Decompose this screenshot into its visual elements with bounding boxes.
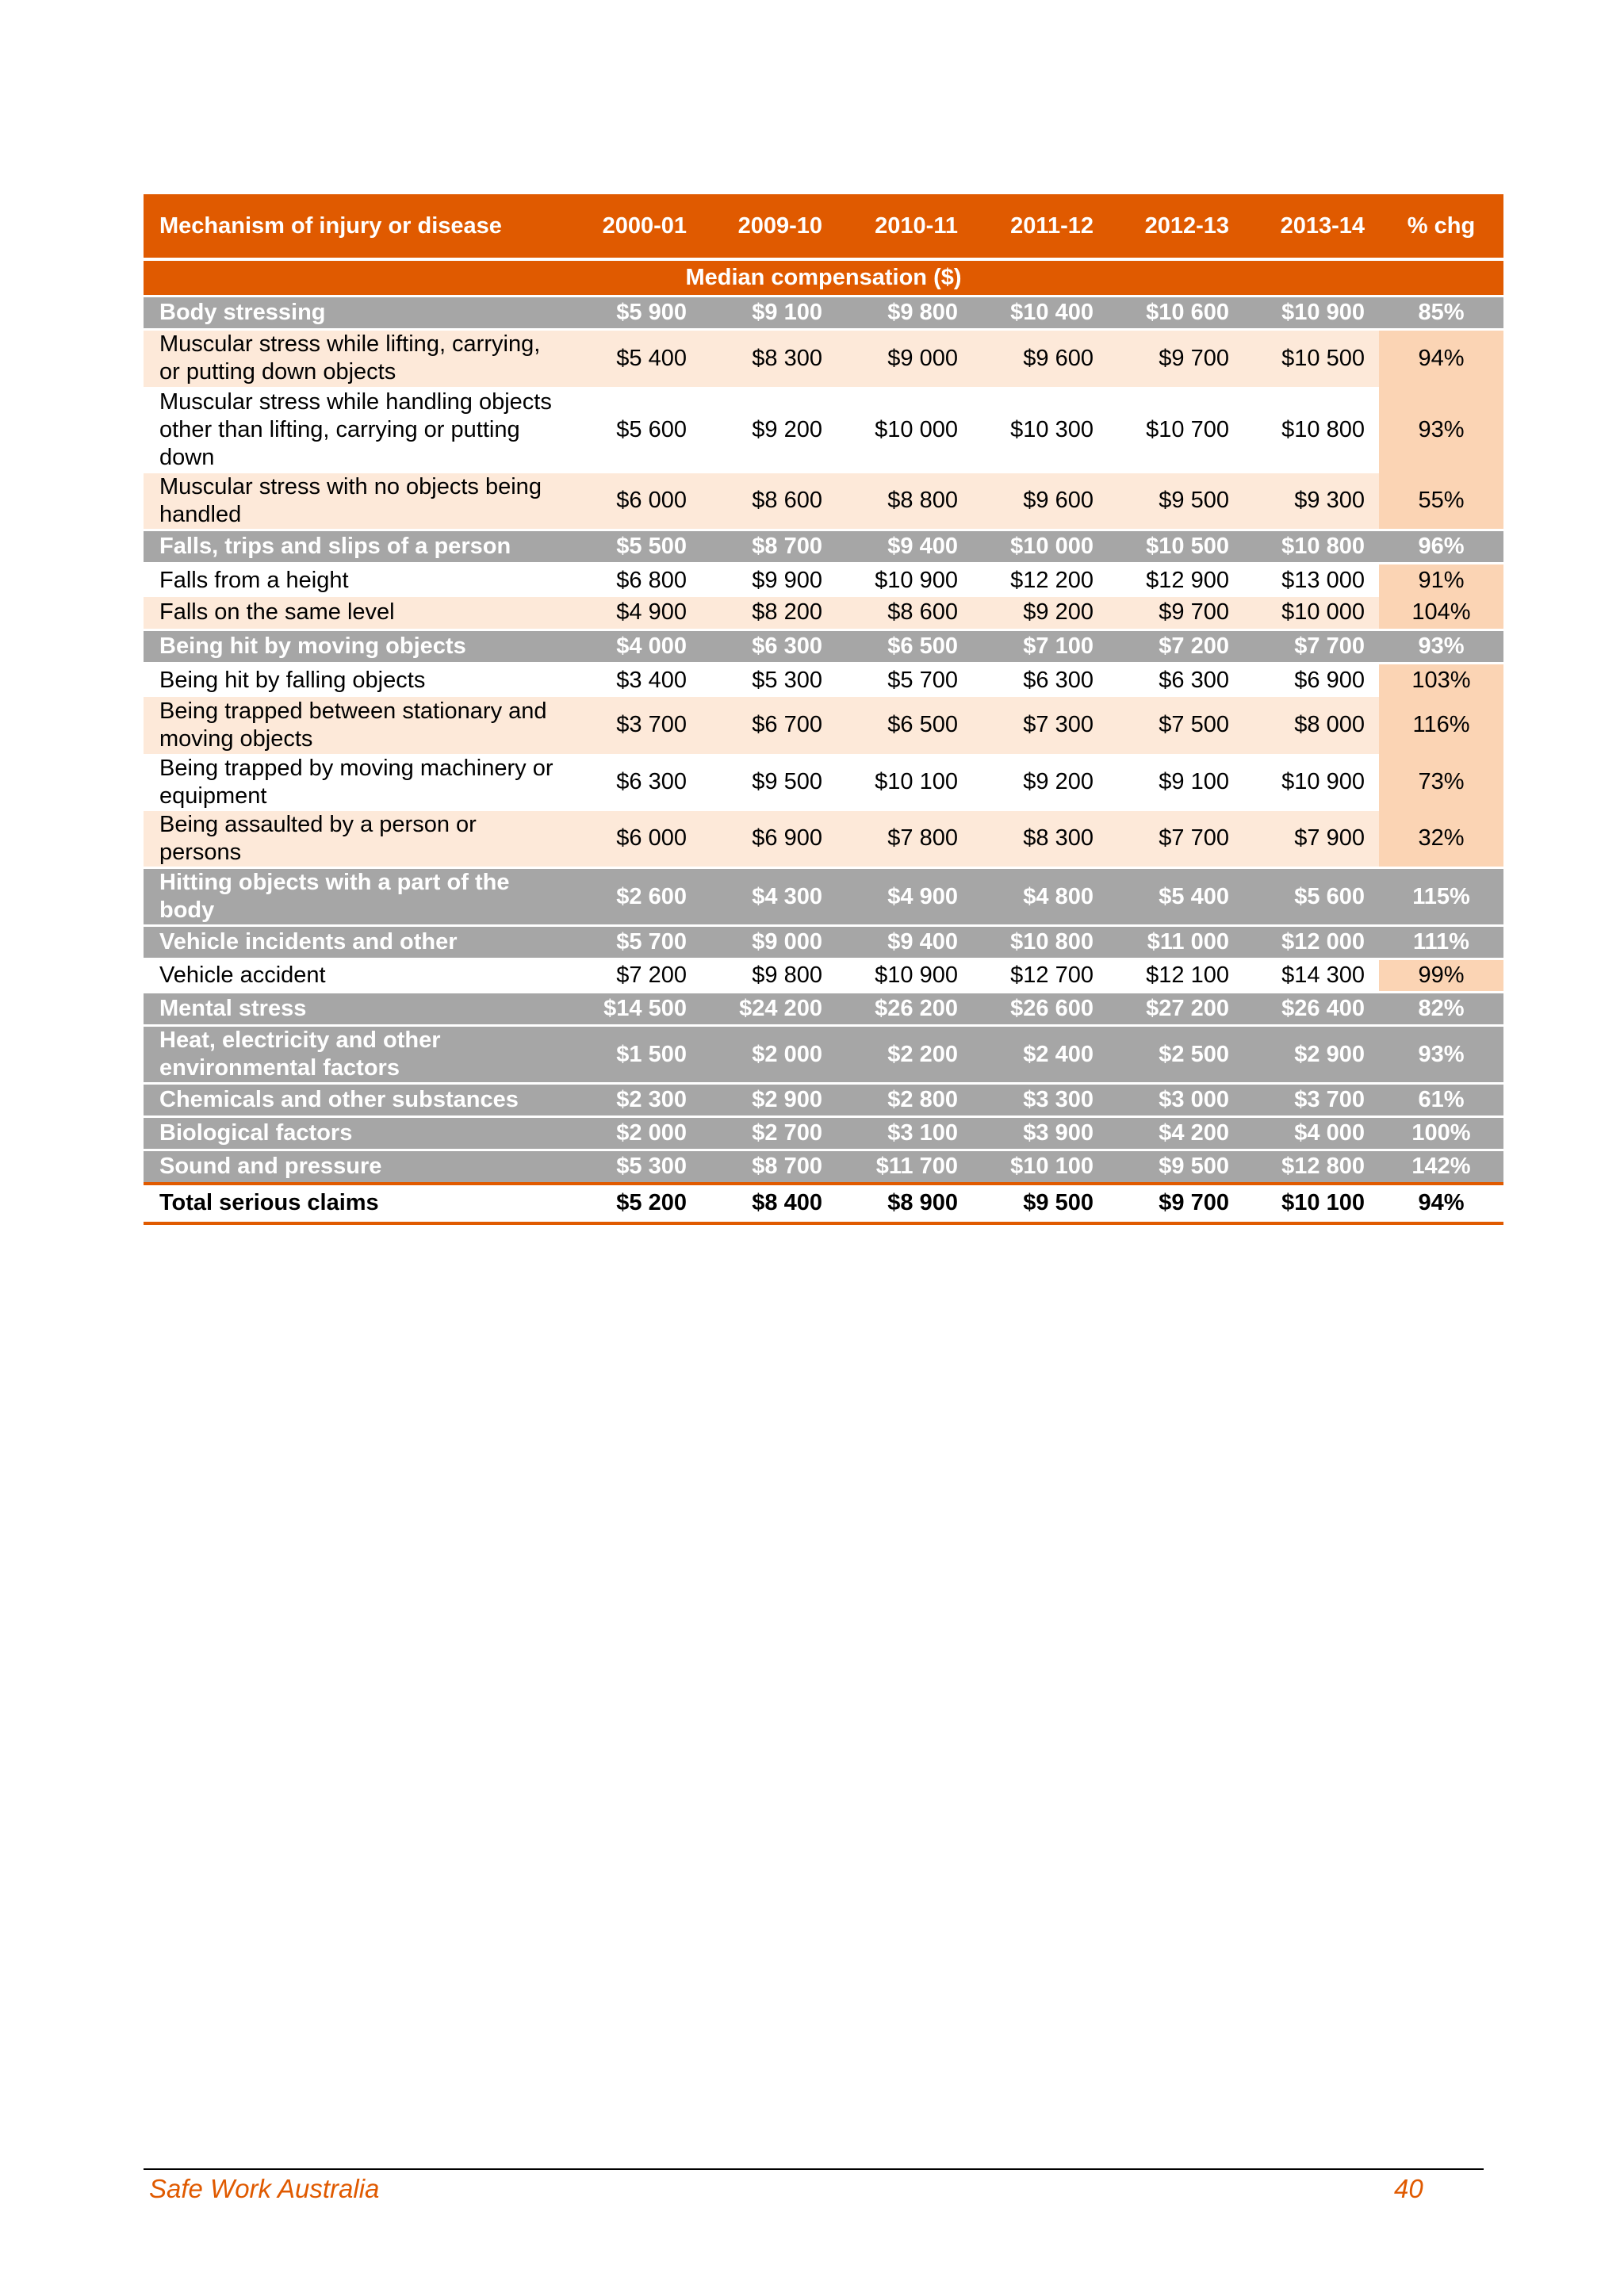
table-row	[144, 330, 1503, 387]
cell-value: $10 000	[972, 530, 1108, 564]
cell-value: $4 200	[1108, 1117, 1243, 1150]
cell-value: $7 200	[565, 959, 701, 993]
cell-value: $10 800	[972, 926, 1108, 959]
cell-value: $2 500	[1108, 1026, 1243, 1084]
cell-value: $4 000	[565, 630, 701, 664]
row-label: Hitting objects with a part of the body	[144, 868, 565, 926]
cell-value: $8 700	[701, 1150, 837, 1184]
category-row	[144, 1150, 1503, 1184]
cell-value: $11 000	[1108, 926, 1243, 959]
cell-value: $9 900	[701, 564, 837, 597]
cell-pct-change: 94%	[1379, 1184, 1503, 1223]
cell-value: $7 800	[837, 811, 972, 868]
cell-value: $9 500	[1108, 1150, 1243, 1184]
cell-value: $2 700	[701, 1117, 837, 1150]
row-label: Vehicle accident	[144, 959, 565, 993]
category-row	[144, 1026, 1503, 1084]
row-label: Being trapped between stationary and moving objects	[144, 697, 565, 754]
cell-value: $12 200	[972, 564, 1108, 597]
row-label: Biological factors	[144, 1117, 565, 1150]
table-row	[144, 387, 1503, 473]
cell-pct-change: 96%	[1379, 530, 1503, 564]
row-label: Falls from a height	[144, 564, 565, 597]
cell-pct-change: 142%	[1379, 1150, 1503, 1184]
column-header-2011-12: 2011-12	[972, 194, 1108, 259]
cell-value: $7 200	[1108, 630, 1243, 664]
cell-value: $5 900	[565, 297, 701, 330]
cell-value: $10 900	[1243, 754, 1379, 811]
category-row	[144, 993, 1503, 1026]
category-row	[144, 1084, 1503, 1117]
cell-value: $10 000	[1243, 597, 1379, 630]
cell-value: $12 800	[1243, 1150, 1379, 1184]
table-row	[144, 564, 1503, 597]
cell-pct-change: 93%	[1379, 1026, 1503, 1084]
cell-pct-change: 55%	[1379, 473, 1503, 530]
cell-value: $3 300	[972, 1084, 1108, 1117]
row-label: Being assaulted by a person or persons	[144, 811, 565, 868]
cell-value: $8 200	[701, 597, 837, 630]
cell-pct-change: 85%	[1379, 297, 1503, 330]
cell-value: $8 900	[837, 1184, 972, 1223]
cell-value: $6 900	[1243, 664, 1379, 697]
row-label: Muscular stress while lifting, carrying, or putting down objects	[144, 330, 565, 387]
cell-value: $7 500	[1108, 697, 1243, 754]
cell-value: $9 000	[701, 926, 837, 959]
row-label: Falls on the same level	[144, 597, 565, 630]
cell-value: $6 300	[1108, 664, 1243, 697]
cell-value: $2 900	[1243, 1026, 1379, 1084]
table-row	[144, 959, 1503, 993]
cell-value: $4 900	[565, 597, 701, 630]
cell-value: $2 400	[972, 1026, 1108, 1084]
cell-value: $2 000	[565, 1117, 701, 1150]
cell-value: $3 100	[837, 1117, 972, 1150]
cell-value: $8 800	[837, 473, 972, 530]
cell-value: $5 300	[565, 1150, 701, 1184]
cell-value: $9 300	[1243, 473, 1379, 530]
cell-value: $5 200	[565, 1184, 701, 1223]
cell-value: $9 700	[1108, 597, 1243, 630]
cell-value: $27 200	[1108, 993, 1243, 1026]
cell-value: $3 700	[1243, 1084, 1379, 1117]
column-header-2009-10: 2009-10	[701, 194, 837, 259]
page-number: 40	[1394, 2174, 1423, 2203]
column-header-pct-change: % chg	[1379, 194, 1503, 259]
cell-value: $3 400	[565, 664, 701, 697]
category-row	[144, 297, 1503, 330]
cell-value: $10 700	[1108, 387, 1243, 473]
cell-value: $7 900	[1243, 811, 1379, 868]
column-header-mechanism: Mechanism of injury or disease	[144, 194, 565, 259]
cell-value: $6 900	[701, 811, 837, 868]
cell-value: $6 000	[565, 473, 701, 530]
footer-divider	[144, 2168, 1484, 2170]
row-label: Heat, electricity and other environmental factors	[144, 1026, 565, 1084]
total-row	[144, 1184, 1503, 1223]
cell-value: $8 000	[1243, 697, 1379, 754]
cell-value: $14 300	[1243, 959, 1379, 993]
cell-value: $9 200	[972, 597, 1108, 630]
cell-value: $10 100	[837, 754, 972, 811]
cell-value: $9 400	[837, 530, 972, 564]
cell-value: $10 800	[1243, 387, 1379, 473]
cell-value: $24 200	[701, 993, 837, 1026]
cell-value: $10 300	[972, 387, 1108, 473]
cell-value: $6 000	[565, 811, 701, 868]
row-label: Being hit by moving objects	[144, 630, 565, 664]
cell-value: $6 300	[565, 754, 701, 811]
cell-pct-change: 100%	[1379, 1117, 1503, 1150]
cell-value: $7 300	[972, 697, 1108, 754]
cell-value: $9 600	[972, 473, 1108, 530]
cell-pct-change: 93%	[1379, 387, 1503, 473]
cell-value: $6 500	[837, 697, 972, 754]
cell-value: $9 500	[1108, 473, 1243, 530]
cell-value: $5 700	[837, 664, 972, 697]
table-row	[144, 473, 1503, 530]
table-row	[144, 811, 1503, 868]
cell-value: $10 400	[972, 297, 1108, 330]
cell-value: $26 200	[837, 993, 972, 1026]
row-label: Vehicle incidents and other	[144, 926, 565, 959]
cell-value: $12 000	[1243, 926, 1379, 959]
category-row	[144, 926, 1503, 959]
cell-pct-change: 99%	[1379, 959, 1503, 993]
cell-value: $2 300	[565, 1084, 701, 1117]
cell-value: $11 700	[837, 1150, 972, 1184]
row-label: Body stressing	[144, 297, 565, 330]
cell-value: $8 400	[701, 1184, 837, 1223]
cell-value: $6 700	[701, 697, 837, 754]
cell-value: $4 900	[837, 868, 972, 926]
cell-value: $9 400	[837, 926, 972, 959]
cell-pct-change: 94%	[1379, 330, 1503, 387]
cell-value: $5 600	[1243, 868, 1379, 926]
row-label: Being hit by falling objects	[144, 664, 565, 697]
cell-value: $5 500	[565, 530, 701, 564]
cell-value: $13 000	[1243, 564, 1379, 597]
row-label: Total serious claims	[144, 1184, 565, 1223]
cell-value: $9 600	[972, 330, 1108, 387]
cell-value: $6 300	[972, 664, 1108, 697]
cell-value: $10 100	[972, 1150, 1108, 1184]
table-header-row	[144, 194, 1503, 259]
table-row	[144, 664, 1503, 697]
cell-pct-change: 73%	[1379, 754, 1503, 811]
cell-value: $6 300	[701, 630, 837, 664]
cell-value: $9 100	[1108, 754, 1243, 811]
cell-value: $10 500	[1108, 530, 1243, 564]
cell-value: $2 900	[701, 1084, 837, 1117]
cell-value: $10 100	[1243, 1184, 1379, 1223]
cell-value: $7 700	[1243, 630, 1379, 664]
footer-organisation: Safe Work Australia	[149, 2174, 380, 2203]
cell-value: $3 700	[565, 697, 701, 754]
cell-value: $6 500	[837, 630, 972, 664]
cell-value: $8 600	[837, 597, 972, 630]
median-compensation-table	[144, 194, 1503, 1225]
cell-value: $2 800	[837, 1084, 972, 1117]
cell-value: $5 300	[701, 664, 837, 697]
category-row	[144, 868, 1503, 926]
category-row	[144, 530, 1503, 564]
cell-value: $7 100	[972, 630, 1108, 664]
cell-pct-change: 61%	[1379, 1084, 1503, 1117]
cell-value: $10 500	[1243, 330, 1379, 387]
cell-value: $8 700	[701, 530, 837, 564]
cell-value: $2 000	[701, 1026, 837, 1084]
cell-value: $5 700	[565, 926, 701, 959]
row-label: Muscular stress while handling objects other than lifting, carrying or putting down	[144, 387, 565, 473]
cell-value: $9 800	[701, 959, 837, 993]
cell-value: $10 600	[1108, 297, 1243, 330]
cell-value: $10 900	[1243, 297, 1379, 330]
row-label: Muscular stress with no objects being handled	[144, 473, 565, 530]
cell-value: $4 000	[1243, 1117, 1379, 1150]
cell-pct-change: 82%	[1379, 993, 1503, 1026]
cell-value: $12 900	[1108, 564, 1243, 597]
cell-value: $5 400	[1108, 868, 1243, 926]
cell-value: $7 700	[1108, 811, 1243, 868]
cell-value: $26 400	[1243, 993, 1379, 1026]
cell-pct-change: 93%	[1379, 630, 1503, 664]
cell-pct-change: 104%	[1379, 597, 1503, 630]
cell-value: $9 200	[701, 387, 837, 473]
cell-value: $4 800	[972, 868, 1108, 926]
cell-value: $9 700	[1108, 1184, 1243, 1223]
cell-value: $9 500	[972, 1184, 1108, 1223]
cell-value: $12 700	[972, 959, 1108, 993]
subheader-median-compensation: Median compensation ($)	[144, 259, 1503, 297]
table-subheader-row	[144, 259, 1503, 297]
cell-value: $26 600	[972, 993, 1108, 1026]
row-label: Falls, trips and slips of a person	[144, 530, 565, 564]
cell-value: $10 800	[1243, 530, 1379, 564]
cell-value: $10 900	[837, 959, 972, 993]
table-body	[144, 297, 1503, 1223]
cell-value: $5 600	[565, 387, 701, 473]
cell-value: $9 500	[701, 754, 837, 811]
column-header-2010-11: 2010-11	[837, 194, 972, 259]
row-label: Sound and pressure	[144, 1150, 565, 1184]
cell-value: $9 700	[1108, 330, 1243, 387]
row-label: Being trapped by moving machinery or equipment	[144, 754, 565, 811]
cell-value: $1 500	[565, 1026, 701, 1084]
cell-value: $3 000	[1108, 1084, 1243, 1117]
cell-value: $12 100	[1108, 959, 1243, 993]
cell-value: $3 900	[972, 1117, 1108, 1150]
cell-value: $6 800	[565, 564, 701, 597]
cell-value: $10 000	[837, 387, 972, 473]
cell-pct-change: 111%	[1379, 926, 1503, 959]
category-row	[144, 1117, 1503, 1150]
row-label: Chemicals and other substances	[144, 1084, 565, 1117]
cell-value: $8 300	[701, 330, 837, 387]
cell-value: $8 600	[701, 473, 837, 530]
category-row	[144, 630, 1503, 664]
cell-pct-change: 32%	[1379, 811, 1503, 868]
table-row	[144, 754, 1503, 811]
column-header-2013-14: 2013-14	[1243, 194, 1379, 259]
table-row	[144, 697, 1503, 754]
cell-value: $2 200	[837, 1026, 972, 1084]
table-row	[144, 597, 1503, 630]
cell-value: $5 400	[565, 330, 701, 387]
cell-value: $14 500	[565, 993, 701, 1026]
cell-value: $9 100	[701, 297, 837, 330]
column-header-2012-13: 2012-13	[1108, 194, 1243, 259]
cell-value: $9 800	[837, 297, 972, 330]
column-header-2000-01: 2000-01	[565, 194, 701, 259]
cell-value: $8 300	[972, 811, 1108, 868]
cell-value: $9 200	[972, 754, 1108, 811]
cell-value: $9 000	[837, 330, 972, 387]
cell-value: $4 300	[701, 868, 837, 926]
cell-pct-change: 116%	[1379, 697, 1503, 754]
cell-pct-change: 91%	[1379, 564, 1503, 597]
cell-pct-change: 115%	[1379, 868, 1503, 926]
cell-value: $10 900	[837, 564, 972, 597]
row-label: Mental stress	[144, 993, 565, 1026]
cell-value: $2 600	[565, 868, 701, 926]
cell-pct-change: 103%	[1379, 664, 1503, 697]
